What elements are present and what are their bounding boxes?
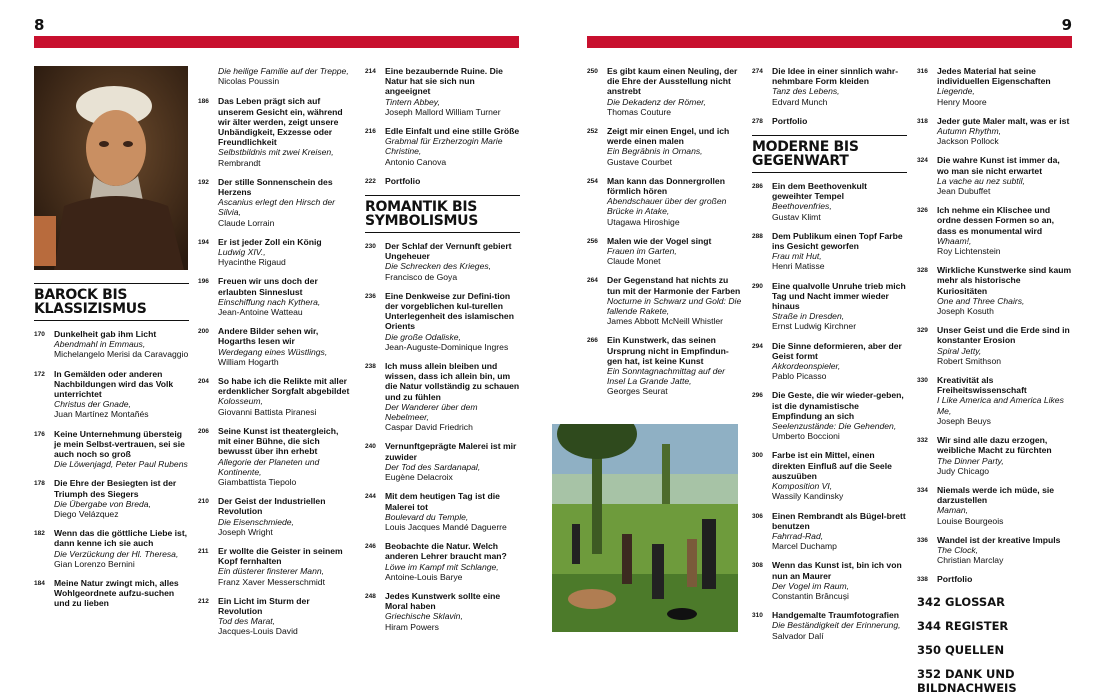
entry-artist: Joseph Mallord William Turner — [385, 106, 501, 117]
page-number: 252 — [587, 128, 598, 136]
page-number: 330 — [917, 377, 928, 385]
toc-entry — [198, 177, 353, 228]
page-number: 176 — [34, 430, 45, 438]
page-number: 288 — [752, 232, 763, 240]
toc-entry — [917, 535, 1072, 566]
entry-artist: Claude Lorrain — [218, 217, 275, 228]
toc-entry — [587, 176, 742, 227]
page-number: 338 — [917, 576, 928, 584]
entry-artist: William Hogarth — [218, 356, 279, 367]
toc-entry — [917, 265, 1072, 316]
entry-artist: Louis Jacques Mandé Daguerre — [385, 521, 507, 532]
entry-work: Autumn Rhythm, — [937, 126, 1001, 137]
entry-title: Ich muss allein bleiben und wissen, dass ich allein bin, um die Natur vollständig zu schauen und zu fühlen — [385, 361, 520, 402]
toc-entry — [587, 335, 742, 396]
entry-artist: Jean-Auguste-Dominique Ingres — [385, 341, 509, 352]
entry-artist: Michelangelo Merisi da Caravaggio — [54, 349, 189, 360]
page-number: 254 — [587, 177, 598, 185]
entry-title: Die wahre Kunst ist immer da, wo man sie nicht erwartet — [937, 155, 1060, 176]
page-number: 308 — [752, 562, 763, 570]
entry-work: Die Löwenjagd, Peter Paul Rubens — [54, 459, 188, 470]
toc-entry — [198, 237, 353, 268]
entry-title: Der Geist der Industriellen Revolution — [218, 496, 326, 517]
entry-artist: Jackson Pollock — [937, 136, 999, 147]
toc-entry — [198, 496, 353, 537]
entry-work: Christus der Gnade, — [54, 399, 131, 410]
entry-title: Eine bezaubernde Ruine. Die Natur hat sie sich nun angeeignet — [385, 66, 503, 97]
entry-title: Einen Rembrandt als Bügel-brett benutzen — [772, 510, 906, 531]
entry-work: Beethovenfries, — [772, 201, 832, 212]
toc-entry — [365, 126, 520, 167]
page-number: 334 — [917, 486, 928, 494]
toc-entry — [198, 376, 353, 417]
toc-entry — [917, 574, 1072, 584]
entry-work: Ascanius erlegt den Hirsch der Silvia, — [218, 197, 336, 218]
entry-title: Die Geste, die wir wieder-geben, ist die dynamistische Empfindung an sich — [772, 390, 904, 421]
entry-title: Kreativität als Freiheitswissenschaft — [937, 375, 1027, 396]
entry-title: Meine Natur zwingt mich, alles Wohlgeordnete aufzu-suchen und zu lieben — [54, 578, 179, 609]
column-4 — [587, 66, 742, 406]
page-number: 246 — [365, 543, 376, 551]
toc-entry — [917, 485, 1072, 526]
page-number: 206 — [198, 427, 209, 435]
toc-entry — [365, 66, 520, 117]
back-matter-label: REGISTER — [945, 618, 1009, 633]
toc-entry — [752, 560, 907, 601]
entry-title: Eine qualvolle Unruhe trieb mich Tag und Nacht immer wieder hinaus — [772, 280, 906, 312]
entry-artist: Joseph Kosuth — [937, 306, 994, 317]
page-number-left: 8 — [34, 16, 45, 34]
column-5 — [752, 66, 907, 650]
entry-artist: Caspar David Friedrich — [385, 422, 473, 433]
toc-entry — [752, 450, 907, 501]
entry-work: Frauen im Garten, — [607, 246, 677, 257]
entry-title: Wir sind alle dazu erzogen, weibliche Macht zu fürchten — [937, 435, 1052, 456]
entry-work: One and Three Chairs, — [937, 295, 1025, 306]
page-number: 256 — [587, 237, 598, 245]
entry-title: Mit dem heutigen Tag ist die Malerei tot — [385, 491, 500, 512]
page-number: 210 — [198, 498, 209, 506]
toc-entry — [198, 426, 353, 487]
entry-title: Die Sinne deformieren, aber der Geist formt — [772, 340, 902, 361]
entry-title: In Gemälden oder anderen Nachbildungen wird das Volk unterrichtet — [54, 368, 174, 400]
entry-title: Unser Geist und die Erde sind in konstanter Erosion — [937, 325, 1070, 346]
entry-work: Ludwig XIV., — [218, 247, 266, 258]
toc-entry — [365, 491, 520, 532]
entry-artist: Rembrandt — [218, 157, 261, 168]
back-matter-label: QUELLEN — [945, 642, 1005, 657]
entry-artist: Hyacinthe Rigaud — [218, 257, 286, 268]
entry-title: Der Schlaf der Vernunft gebiert Ungeheuer — [385, 241, 512, 262]
entry-work: Einschiffung nach Kythera, — [218, 296, 321, 307]
entry-work: Grabmal für Erzherzogin Marie Christine, — [385, 136, 503, 157]
toc-entry — [917, 155, 1072, 196]
page-number: 324 — [917, 157, 928, 165]
back-matter-label: DANK UND BILDNACHWEIS — [917, 666, 1017, 695]
toc-entry — [365, 361, 520, 432]
toc-entry — [34, 429, 189, 470]
entry-work: Ein düsterer finsterer Mann, — [218, 566, 325, 577]
entry-work: Die Schrecken des Krieges, — [385, 261, 492, 272]
entry-title: Eine Denkweise zur Defini-tion der vorgeblichen kul-turellen Unterlegenheit des islamischen Orients — [385, 290, 514, 332]
entry-title: Seine Kunst ist theatergleich, mit einer Bühne, die sich bewusst über ihn erhebt — [218, 425, 339, 457]
entry-work: Löwe im Kampf mit Schlange, — [385, 561, 499, 572]
toc-entry — [587, 236, 742, 267]
toc-entry — [752, 116, 907, 126]
entry-title: Portfolio — [772, 115, 808, 126]
entry-work: Die Übergabe von Breda, — [54, 498, 151, 509]
entry-title: Wenn das Kunst ist, bin ich von nun an Maurer — [772, 560, 902, 581]
page-number: 204 — [198, 378, 209, 386]
entry-title: Farbe ist ein Mittel, einen direkten Einfluß auf die Seele auszuüben — [772, 450, 892, 481]
page-number: 216 — [365, 128, 376, 136]
entry-work: Die große Odaliske, — [385, 331, 461, 342]
entry-artist: Marcel Duchamp — [772, 541, 837, 552]
page-number: 306 — [752, 512, 763, 520]
entry-work: Tod des Marat, — [218, 616, 276, 627]
page-number: 192 — [198, 178, 209, 186]
entry-artist: Claude Monet — [607, 256, 661, 267]
page-number: 350 — [917, 642, 942, 657]
entry-artist: Antoine-Louis Barye — [385, 571, 463, 582]
page-number: 296 — [752, 392, 763, 400]
page-number: 214 — [365, 68, 376, 75]
entry-artist: Franz Xaver Messerschmidt — [218, 576, 325, 587]
page-number: 294 — [752, 342, 763, 350]
entry-work: Spiral Jetty, — [937, 345, 982, 356]
page-number: 310 — [752, 612, 763, 620]
entry-artist: Ernst Ludwig Kirchner — [772, 321, 857, 332]
page-number: 196 — [198, 278, 209, 286]
page-number: 336 — [917, 536, 928, 544]
entry-work: Die Beständigkeit der Erinnerung, — [772, 620, 901, 631]
entry-title: Das Leben prägt sich auf unserem Gesicht ein, während wir älter werden, zeigt unsere Unbändigkeit, Exzesse oder Freundlichkeit — [218, 96, 343, 148]
entry-title: Die Ehre der Besiegten ist der Triumph des Siegers — [54, 478, 177, 499]
page-number: 300 — [752, 452, 763, 460]
page-number: 238 — [365, 363, 376, 371]
entry-artist: Francisco de Goya — [385, 271, 458, 282]
entry-title: Der stille Sonnenschein des Herzens — [218, 176, 333, 198]
entry-work: Die Eisenschmiede, — [218, 516, 294, 527]
entry-title: Malen wie der Vogel singt — [607, 235, 712, 246]
red-bar-left — [34, 36, 519, 48]
entry-work: The Dinner Party, — [937, 455, 1004, 466]
entry-artist: Louise Bourgeois — [937, 515, 1004, 526]
entry-title: Man kann das Donnergrollen förmlich hören — [607, 175, 725, 197]
entry-work: Frau mit Hut, — [772, 251, 822, 262]
entry-title: Beobachte die Natur. Welch anderen Lehrer braucht man? — [385, 541, 507, 562]
toc-entry — [752, 231, 907, 272]
entry-work: Abendschauer über der großen Brücke in Atake, — [607, 196, 727, 217]
page-number: 326 — [917, 207, 928, 215]
entry-artist: Joseph Wright — [218, 526, 273, 537]
entry-work: Der Vogel im Raum, — [772, 580, 850, 591]
entry-title: So habe ich die Relikte mit aller erdenklicher Sorgfalt abgebildet — [218, 376, 350, 397]
entry-title: Freuen wir uns doch der erlaubten Sinneslust — [218, 276, 318, 297]
page-number: 318 — [917, 117, 928, 125]
entry-artist: Gustav Klimt — [772, 211, 821, 222]
entry-title: Edle Einfalt und eine stille Größe — [385, 126, 520, 137]
page-number: 178 — [34, 480, 45, 488]
entry-work: Tintern Abbey, — [385, 96, 440, 107]
entry-artist: Jacques-Louis David — [218, 626, 298, 637]
page-number: 200 — [198, 328, 209, 336]
entry-artist: Jean-Antoine Watteau — [218, 307, 303, 318]
entry-artist: Antonio Canova — [385, 156, 447, 167]
page-number: 230 — [365, 243, 376, 251]
toc-entry — [917, 116, 1072, 147]
page-number: 316 — [917, 68, 928, 75]
toc-entry — [34, 578, 189, 609]
page-number: 264 — [587, 277, 598, 285]
entry-title: Dem Publikum einen Topf Farbe ins Gesicht geworfen — [772, 230, 903, 252]
entry-artist: Georges Seurat — [607, 386, 668, 397]
toc-entry — [752, 281, 907, 332]
toc-entry — [587, 66, 742, 117]
entry-work: Allegorie der Planeten und Kontinente, — [218, 456, 320, 477]
page-number: 186 — [198, 98, 209, 106]
entry-artist: Eugène Delacroix — [385, 472, 453, 483]
toc-entry — [917, 205, 1072, 256]
entry-title: Er wollte die Geister in seinem Kopf fernhalten — [218, 545, 343, 567]
entry-work: Ein Sonntagnachmittag auf der Insel La Grande Jatte, — [607, 366, 726, 387]
entry-work: Kolosseum, — [218, 396, 263, 407]
entry-artist: Joseph Beuys — [937, 415, 991, 426]
entry-title: Wenn das die göttliche Liebe ist, dann kenne ich sie auch — [54, 528, 188, 549]
entry-title: Jedes Kunstwerk sollte eine Moral haben — [385, 590, 501, 612]
page-number: 328 — [917, 267, 928, 275]
back-matter-entry — [917, 595, 1072, 609]
page-number: 194 — [198, 238, 209, 246]
column-6 — [917, 66, 1072, 695]
page-number: 182 — [34, 530, 45, 538]
toc-entry — [365, 241, 520, 282]
entry-work: Komposition VI, — [772, 481, 833, 492]
toc-entry — [365, 176, 520, 186]
entry-title: Ein Licht im Sturm der Revolution — [218, 595, 310, 616]
entry-artist: Gian Lorenzo Bernini — [54, 558, 135, 569]
entry-work: Die Verzückung der Hl. Theresa, — [54, 548, 179, 559]
entry-work: Tanz des Lebens, — [772, 86, 840, 97]
toc-entry — [365, 541, 520, 582]
entry-title: Jedes Material hat seine individuellen Eigenschaften — [937, 66, 1051, 87]
entry-artist: Gustave Courbet — [607, 156, 672, 167]
page-number: 290 — [752, 282, 763, 290]
entry-work: Der Tod des Sardanapal, — [385, 461, 481, 472]
toc-entry — [917, 325, 1072, 366]
entry-artist: Roy Lichtenstein — [937, 246, 1001, 257]
entry-artist: Diego Velázquez — [54, 509, 119, 520]
entry-title: Vernunftgeprägte Malerei ist mir zuwider — [385, 441, 517, 462]
column-2 — [198, 66, 353, 646]
entry-work: Seelenzustände: Die Gehenden, — [772, 421, 897, 432]
entry-title: Portfolio — [385, 175, 421, 186]
page-number: 274 — [752, 68, 763, 75]
back-matter-entry — [917, 643, 1072, 657]
entry-work: Ein Begräbnis in Ornans, — [607, 146, 703, 157]
column-3 — [365, 66, 520, 641]
toc-entry — [752, 181, 907, 222]
entry-title: Ich nehme ein Klischee und ordne dessen Formen so an, dass es monumental wird — [937, 205, 1054, 236]
entry-work: Der Wanderer über dem Nebelmeer, — [385, 401, 478, 423]
entry-title: Dunkelheit gab ihm Licht — [54, 329, 157, 339]
entry-work: Whaam!, — [937, 235, 972, 246]
page-number: 211 — [198, 547, 209, 555]
toc-entry — [198, 326, 353, 367]
page-number: 332 — [917, 437, 928, 445]
toc-entry — [587, 275, 742, 326]
entry-title: Die Idee in einer sinnlich wahr-nehmbare Form kleiden — [772, 66, 899, 87]
entry-work: Straße in Dresden, — [772, 311, 845, 322]
toc-entry — [198, 546, 353, 587]
entry-work: Liegende, — [937, 86, 975, 97]
section-heading-romantik: ROMANTIK BIS SYMBOLISMUS — [365, 195, 520, 233]
entry-artist: Umberto Boccioni — [772, 431, 840, 442]
entry-title: Wandel ist der kreative Impuls — [937, 534, 1061, 545]
page-number: 222 — [365, 177, 376, 185]
toc-entry — [917, 435, 1072, 476]
entry-work: Werdegang eines Wüstlings, — [218, 346, 328, 357]
page-number: 342 — [917, 594, 942, 609]
entry-artist: Giovanni Battista Piranesi — [218, 406, 317, 417]
entry-work: The Clock, — [937, 544, 979, 555]
toc-entry — [917, 375, 1072, 426]
entry-title: Ein Kunstwerk, das seinen Ursprung nicht in Empfindun-gen hat, ist keine Kunst — [607, 335, 729, 366]
toc-entry — [34, 369, 189, 420]
page-number: 172 — [34, 370, 45, 378]
entry-artist: James Abbott McNeill Whistler — [607, 316, 724, 327]
rembrandt-portrait-image — [34, 66, 188, 270]
entry-artist: Salvador Dalí — [772, 630, 824, 641]
toc-entry — [34, 528, 189, 569]
back-matter-label: GLOSSAR — [945, 594, 1005, 609]
page-number-right: 9 — [1061, 16, 1072, 34]
red-bar-right — [587, 36, 1072, 48]
entry-artist: Christian Marclay — [937, 555, 1004, 566]
section-heading-barock: BAROCK BIS KLASSIZISMUS — [34, 283, 189, 321]
entry-title: Keine Unternehmung übersteig je mein Selbst-vertrauen, sei sie auch noch so groß — [54, 428, 185, 460]
entry-work: Nocturne in Schwarz und Gold: Die fallende Rakete, — [607, 295, 742, 317]
entry-work: Maman, — [937, 505, 969, 516]
back-matter-entry — [917, 667, 1072, 695]
toc-entry — [752, 390, 907, 441]
page-number: 278 — [752, 117, 763, 125]
entry-artist: Thomas Couture — [607, 106, 672, 117]
toc-entry — [587, 126, 742, 167]
entry-title: Wirkliche Kunstwerke sind kaum mehr als historische Kuriositäten — [937, 265, 1072, 296]
page-number: 248 — [365, 592, 376, 600]
toc-entry — [917, 66, 1072, 107]
entry-artist: Pablo Picasso — [772, 371, 827, 382]
entry-artist: Edvard Munch — [772, 96, 828, 107]
entry-artist: Judy Chicago — [937, 465, 990, 476]
page-number: 266 — [587, 337, 598, 345]
page-number: 212 — [198, 597, 209, 605]
section-heading-moderne: MODERNE BIS GEGENWART — [752, 135, 907, 173]
entry-title: Der Gegenstand hat nichts zu tun mit der Harmonie der Farben — [607, 275, 741, 296]
entry-work: I Like America and America Likes Me, — [937, 395, 1064, 416]
entry-work: Abendmahl in Emmaus, — [54, 339, 146, 350]
page-number: 344 — [917, 618, 942, 633]
entry-title: Portfolio — [937, 574, 973, 585]
entry-artist: Constantin Brâncuși — [772, 590, 849, 601]
back-matter-entry — [917, 619, 1072, 633]
page-number: 170 — [34, 331, 45, 338]
toc-entry — [752, 341, 907, 382]
toc-entry — [198, 276, 353, 317]
entry-work: Griechische Sklavin, — [385, 611, 463, 622]
page-number: 286 — [752, 183, 763, 191]
toc-entry — [198, 596, 353, 637]
page-number: 250 — [587, 68, 598, 75]
toc-entry — [34, 329, 189, 360]
entry-artist: Wassily Kandinsky — [772, 491, 844, 502]
entry-artist: Jean Dubuffet — [937, 186, 991, 197]
entry-work: Fahrrad-Rad, — [772, 530, 824, 541]
toc-entry — [365, 291, 520, 352]
entry-title: Es gibt kaum einen Neuling, der die Ehre der Ausstellung nicht anstrebt — [607, 66, 738, 97]
entry-artist: Henry Moore — [937, 96, 987, 107]
page-number: 184 — [34, 580, 45, 588]
entry-artist: Utagawa Hiroshige — [607, 216, 680, 227]
entry-work: Akkordeonspieler, — [772, 361, 841, 372]
entry-work: Selbstbildnis mit zwei Kreisen, — [218, 147, 334, 158]
seurat-grande-jatte-image — [552, 424, 738, 632]
entry-title: Ein dem Beethovenkult geweihter Tempel — [772, 181, 868, 202]
entry-artist: Robert Smithson — [937, 355, 1002, 366]
toc-entry — [752, 66, 907, 107]
page-number: 244 — [365, 493, 376, 501]
entry-work: Die Dekadenz der Römer, — [607, 96, 706, 107]
continued-entry: Die heilige Familie auf der Treppe, Nicolas Poussin — [218, 66, 349, 87]
entry-artist: Juan Martínez Montañés — [54, 409, 149, 420]
toc-entry — [198, 96, 353, 167]
toc-entry — [752, 511, 907, 552]
page-number: 352 — [917, 666, 942, 681]
entry-artist: Giambattista Tiepolo — [218, 476, 297, 487]
page-number: 236 — [365, 292, 376, 300]
entry-title: Niemals werde ich müde, sie darzustellen — [937, 484, 1055, 506]
entry-artist: Hiram Powers — [385, 621, 439, 632]
column-1 — [34, 283, 189, 618]
entry-work: La vache au nez subtil, — [937, 175, 1025, 186]
page-number: 329 — [917, 327, 928, 335]
entry-title: Andere Bilder sehen wir, Hogarths lesen wir — [218, 326, 319, 347]
entry-title: Handgemalte Traumfotografien — [772, 610, 900, 621]
entry-title: Jeder gute Maler malt, was er ist — [937, 115, 1070, 126]
entry-title: Zeigt mir einen Engel, und ich werde einen malen — [607, 126, 730, 147]
entry-artist: Henri Matisse — [772, 261, 825, 272]
toc-entry — [752, 610, 907, 641]
toc-entry — [365, 441, 520, 482]
entry-title: Er ist jeder Zoll ein König — [218, 236, 322, 247]
page-number: 240 — [365, 443, 376, 451]
toc-entry — [34, 478, 189, 519]
entry-work: Boulevard du Temple, — [385, 511, 469, 522]
toc-entry — [365, 591, 520, 632]
